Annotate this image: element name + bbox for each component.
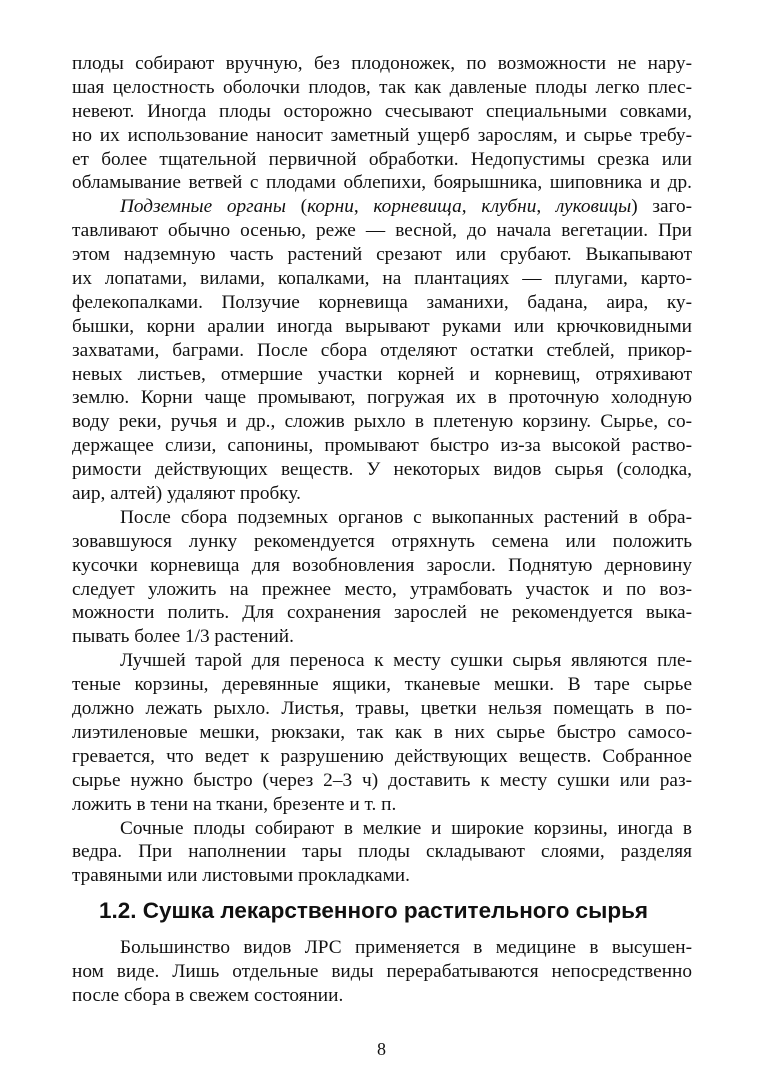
text-line: Сочные плоды собирают в мелкие и широкие корзины, иногда в bbox=[120, 817, 692, 839]
text-line: невых листьев, отмершие участки корней и корневищ, отряхивают bbox=[72, 363, 692, 385]
text-line: лиэтиленовые мешки, рюкзаки, так как в них сырье быстро самосо- bbox=[72, 721, 692, 743]
text-line: землю. Корни чаще промывают, погружая их в проточную холодную bbox=[72, 387, 692, 409]
italic-term: Подземные органы bbox=[120, 196, 286, 218]
text-line: После сбора подземных органов с выкопанных растений в обра- bbox=[120, 506, 692, 528]
text-line-first bbox=[72, 195, 692, 219]
text-line: фелекопалками. Ползучие корневища заманихи, бадана, аира, ку- bbox=[72, 291, 692, 313]
text-fragment: , bbox=[353, 196, 374, 218]
paragraph-5 bbox=[72, 817, 692, 889]
text-line: теные корзины, деревянные ящики, тканевые мешки. В таре сырье bbox=[72, 674, 692, 696]
text-line: шая целостность оболочки плодов, так как давленые плоды легко плес- bbox=[72, 76, 692, 98]
text-line: следует уложить на прежнее место, утрамбовать участок и по воз- bbox=[72, 578, 692, 600]
text-line: после сбора в свежем состоянии. bbox=[72, 984, 344, 1006]
text-fragment: ( bbox=[285, 196, 308, 218]
text-line: их лопатами, вилами, копалками, на плантациях — плугами, карто- bbox=[72, 268, 692, 290]
paragraph-4 bbox=[72, 649, 692, 816]
paragraph-1 bbox=[72, 52, 692, 195]
text-line: тавливают обычно осенью, реже — весной, до начала вегетации. При bbox=[72, 220, 692, 242]
text-line: сырье нужно быстро (через 2–3 ч) доставить к месту сушки или раз- bbox=[72, 769, 692, 791]
text-line: этом надземную часть растений срезают или срубают. Выкапывают bbox=[72, 244, 692, 266]
italic-term: корневища bbox=[373, 196, 462, 218]
text-fragment: , bbox=[461, 196, 482, 218]
page-number: 8 bbox=[377, 1039, 386, 1059]
text-line: невеют. Иногда плоды осторожно счесывают специальными совками, bbox=[72, 100, 692, 122]
text-line: зовавшуюся лунку рекомендуется отряхнуть семена или положить bbox=[72, 530, 692, 552]
text-line: гревается, что ведет к разрушению действующих веществ. Собранное bbox=[72, 745, 692, 767]
text-line: бышки, корни аралии иногда вырывают руками или крючковидными bbox=[72, 315, 692, 337]
italic-term: корни bbox=[307, 196, 354, 218]
text-line: должно лежать рыхло. Листья, травы, цветки нельзя помещать в по- bbox=[72, 698, 692, 720]
page-body bbox=[72, 52, 692, 888]
section-body bbox=[72, 936, 692, 1008]
text-fragment: , bbox=[536, 196, 556, 218]
italic-term: клубни bbox=[481, 196, 537, 218]
text-line: аир, алтей) удаляют пробку. bbox=[72, 483, 301, 505]
text-line: но их использование наносит заметный ущерб зарослям, и сырье требу- bbox=[72, 124, 692, 146]
section-heading: 1.2. Сушка лекарственного растительного сырья bbox=[99, 898, 649, 923]
text-line: кусочки корневища для возобновления заросли. Поднятую дерновину bbox=[72, 554, 692, 576]
text-line: римости действующих веществ. У некоторых видов сырья (солодка, bbox=[72, 459, 692, 481]
text-line: ложить в тени на ткани, брезенте и т. п. bbox=[72, 793, 397, 815]
text-line: Большинство видов ЛРС применяется в медицине в высушен- bbox=[120, 937, 692, 958]
text-line: можности полить. Для сохранения зарослей не рекомендуется выка- bbox=[72, 602, 692, 624]
text-line: травяными или листовыми прокладками. bbox=[72, 865, 410, 887]
text-line: захватами, баграми. После сбора отделяют остатки стеблей, прикор- bbox=[72, 339, 692, 361]
text-fragment: ) заго- bbox=[631, 196, 693, 218]
text-line: обламывание ветвей с плодами облепихи, боярышника, шиповника и др. bbox=[72, 172, 692, 194]
text-line: держащее слизи, сапонины, промывают быстро из-за высокой раство- bbox=[72, 435, 692, 457]
paragraph-3 bbox=[72, 506, 692, 649]
text-line: ведра. При наполнении тары плоды складывают слоями, разделяя bbox=[72, 841, 692, 863]
text-line: ном виде. Лишь отдельные виды перерабатываются непосредственно bbox=[72, 960, 692, 982]
text-line: плоды собирают вручную, без плодоножек, по возможности не нару- bbox=[72, 53, 692, 74]
paragraph-2 bbox=[72, 195, 692, 506]
text-line: пывать более 1/3 растений. bbox=[72, 626, 294, 648]
italic-term: луковицы bbox=[555, 196, 632, 218]
text-line: воду реки, ручья и др., сложив рыхло в плетеную корзину. Сырье, со- bbox=[72, 411, 692, 433]
text-line: ет более тщательной первичной обработки. Недопустимы срезка или bbox=[72, 148, 692, 170]
text-line: Лучшей тарой для переноса к месту сушки сырья являются пле- bbox=[120, 650, 692, 672]
